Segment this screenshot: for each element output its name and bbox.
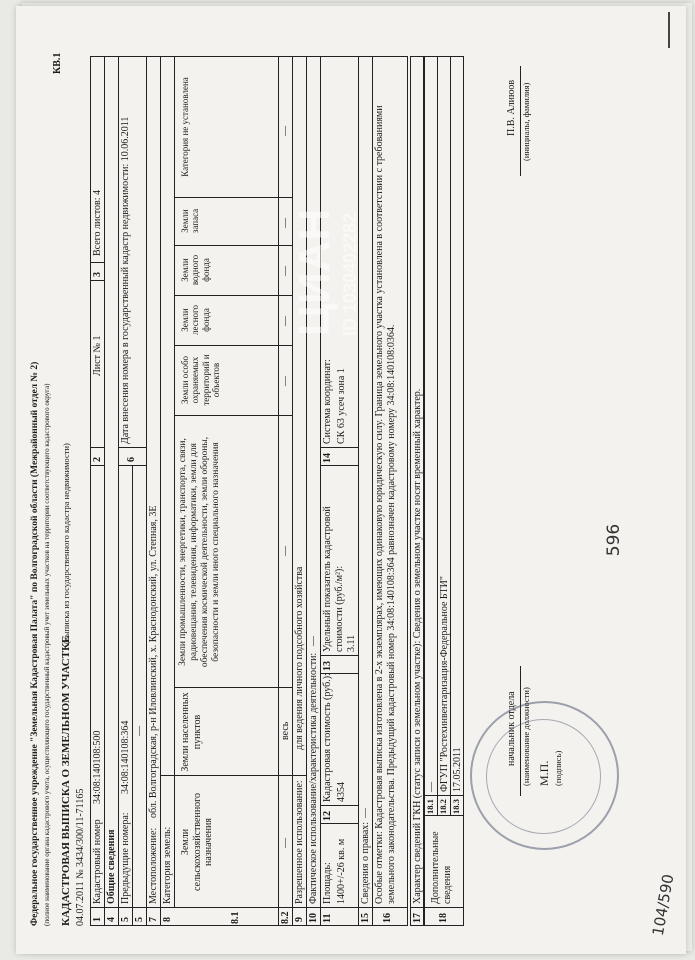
form-code: КВ.1: [52, 52, 63, 74]
row-4-num: 4: [106, 917, 117, 922]
handwritten-page-count: 104/590: [648, 872, 678, 938]
col-line: [174, 415, 292, 416]
name-note: (инициалы, фамилия): [521, 82, 531, 161]
category-forest: Земли лесного фонда: [180, 305, 211, 335]
area-label: Площадь:: [322, 862, 333, 904]
previous-numbers-label: Предыдущие номера:: [120, 812, 131, 904]
category-reserve: Земли запаса: [180, 208, 201, 234]
row-17-num: 17: [412, 913, 423, 923]
previous-numbers-value: 34:08:140108:364: [120, 720, 131, 794]
col-line: [320, 823, 358, 824]
row-9-num: 9: [294, 917, 305, 922]
value-reserve: —: [280, 218, 291, 228]
row-18-1-num: 18.1: [425, 799, 435, 814]
handwritten-number: 596: [604, 523, 625, 557]
number-date: Дата внесения номера в государственный кадастр недвижимости: 10.06.2011: [120, 116, 131, 444]
row-line: [292, 56, 293, 926]
mp-mark: М.П.: [537, 760, 551, 786]
permitted-use-label: Разрешенное использование:: [294, 780, 305, 904]
row-line: [437, 56, 438, 816]
row-16-num: 16: [382, 913, 393, 923]
row-1-num: 1: [92, 917, 103, 922]
category-agricultural: Земли сельскохозяйственного назначения: [180, 792, 214, 892]
col-line: [174, 345, 292, 346]
col-line: [424, 795, 464, 796]
actual-use-label: Фактическое использование/характеристика деятельности:: [308, 652, 319, 904]
signer-name: П.В. Алиюов: [506, 79, 517, 136]
value-water: —: [280, 266, 291, 276]
cadastral-number-value: 34:08:140108:500: [92, 730, 103, 804]
row-line: [278, 56, 279, 926]
col-line: [90, 280, 104, 281]
row-14-num: 14: [322, 453, 333, 463]
signer-position: начальник отдела: [506, 691, 517, 766]
col-line: [90, 907, 408, 908]
row-12-num: 12: [322, 811, 333, 821]
row-18-3-value: 17.05.2011: [452, 747, 463, 792]
row-18-3-num: 18.3: [451, 799, 461, 814]
row-line: [306, 56, 307, 926]
row-15-num: 15: [360, 913, 371, 923]
institution-note: (полное наименование органа кадастрового учета, осуществляющего государственный кадастровый учет земельных участков на территории соответствующего кадастрового округа): [43, 383, 51, 926]
col-line: [320, 465, 358, 466]
category-protected: Земли особо охраняемых территорий и объектов: [180, 354, 222, 406]
col-line: [174, 197, 292, 198]
col-line: [320, 447, 358, 448]
row-5b-num: 5: [134, 917, 145, 922]
document-subtitle: (выписка из государственного кадастра недвижимости): [61, 443, 71, 644]
row-7-num: 7: [148, 917, 159, 922]
col-line: [174, 245, 292, 246]
special-notes: Особые отметки: Кадастровая выписка изготовлена в 2-х экземплярах, имеющих одинаковую юридическую силу. Граница земельного участка установлена в соответствии с требованиями земельного законодательства. Предыдущий кадастровый номер 34:08:140108:364 равнозначен кадастровому номеру 34:08:140108:0364.: [374, 105, 397, 904]
document-number: 04.07.2011 № 3434/300/11-71165: [75, 788, 86, 926]
rights-value: —: [360, 808, 371, 818]
sheet-number: Лист № 1: [92, 335, 103, 376]
row-line: [132, 466, 133, 926]
cadastral-number-label: Кадастровый номер: [92, 819, 103, 904]
coordinate-system-value: СК 63 усеч зона 1: [336, 368, 347, 444]
col-line: [174, 687, 292, 688]
col-line: [90, 447, 104, 448]
land-category-label: Категория земель:: [162, 826, 173, 904]
actual-use-value: —: [308, 636, 319, 646]
row-6-num: 6: [126, 457, 137, 462]
col-line: [160, 775, 306, 776]
row-3-num: 3: [92, 272, 103, 277]
location-value: обл. Волгоградская, р-н Иловлинский, х. Краснодонский, ул. Степная, 3Е: [148, 505, 159, 818]
row-line: [146, 56, 147, 926]
document-title: КАДАСТРОВАЯ ВЫПИСКА О ЗЕМЕЛЬНОМ УЧАСТКЕ: [60, 635, 72, 926]
row-5-num: 5: [120, 917, 131, 922]
general-info-label: Общие сведения: [106, 829, 117, 904]
coordinate-system-label: Система координат:: [322, 359, 333, 444]
col-line: [320, 673, 358, 674]
main-table: [90, 56, 408, 926]
category-undefined: Категория не установлена: [180, 77, 190, 177]
col-line: [320, 805, 358, 806]
value-industry: —: [280, 546, 291, 556]
row-5b-value: —: [134, 726, 145, 736]
value-agricultural: —: [280, 838, 291, 848]
row-line: [104, 56, 105, 926]
row-line: [372, 56, 373, 926]
category-water: Земли водного фонда: [180, 254, 211, 286]
col-line: [320, 655, 358, 656]
location-label: Местоположение:: [148, 827, 159, 904]
sign-note: (подпись): [553, 750, 563, 786]
row-18-num: 18: [438, 913, 449, 923]
row-2-num: 2: [92, 457, 103, 462]
row-10-num: 10: [308, 913, 319, 923]
value-settlements: весь: [280, 721, 291, 740]
row-line: [160, 56, 161, 926]
category-industry: Земли промышленности, энергетики, транспорта, связи, радиовещания, телевидения, информатики, земли для обеспечения космической деятельности, земли обороны, безопасности и земли иного специального назначения: [178, 436, 221, 668]
rights-label: Сведения о правах:: [360, 821, 371, 904]
row-line: [118, 56, 119, 926]
position-note: (наименование должности): [521, 687, 531, 786]
value-protected: —: [280, 376, 291, 386]
additional-info-label: Дополнительные сведения: [430, 831, 453, 904]
row-8-num: 8: [162, 917, 173, 922]
record-status: Характер сведений ГКН (статус записи о земельном участке): Сведения о земельном участке носят временный характер.: [412, 388, 423, 904]
col-line: [424, 815, 464, 816]
cadastral-value: 4354: [336, 782, 347, 802]
row-11-num: 11: [322, 913, 333, 923]
category-settlements: Земли населенных пунктов: [180, 692, 203, 772]
value-undefined: —: [280, 126, 291, 136]
col-line: [174, 295, 292, 296]
row-13-num: 13: [322, 661, 333, 671]
rotated-extract: [30, 36, 670, 936]
col-line: [118, 465, 146, 466]
col-line: [118, 447, 146, 448]
specific-value: 3.11: [346, 634, 357, 652]
row-line: [174, 56, 175, 908]
watermark-id: ID 1030402282: [340, 212, 360, 336]
total-sheets: Всего листов: 4: [92, 189, 103, 256]
row-line: [358, 56, 359, 926]
col-line: [90, 465, 104, 466]
watermark-logo: ЦИАН: [290, 208, 339, 336]
row-18-2-value: ФГУП "Ростехинвентаризация-Федеральное БТИ": [439, 576, 450, 792]
col-line: [90, 262, 104, 263]
row-line: [320, 56, 321, 926]
permitted-use-value: для ведения личного подсобного хозяйства: [294, 566, 305, 750]
specific-value-label: Удельный показатель кадастровой стоимости (руб./м²):: [322, 506, 345, 652]
row-18-2-num: 18.2: [438, 799, 448, 814]
value-forest: —: [280, 316, 291, 326]
row-8-1-num: 8.1: [230, 911, 241, 924]
cadastral-value-label: Кадастровая стоимость (руб.):: [322, 673, 333, 802]
row-8-2-num: 8.2: [280, 911, 291, 924]
row-18-1-value: —: [426, 782, 437, 792]
area-value: 1400+/-26 кв. м: [336, 838, 347, 904]
institution-name: Федеральное государственное учреждение "Земельная Кадастровая Палата" по Волгоградской области (Межрайонный отдел № 2): [30, 361, 40, 926]
